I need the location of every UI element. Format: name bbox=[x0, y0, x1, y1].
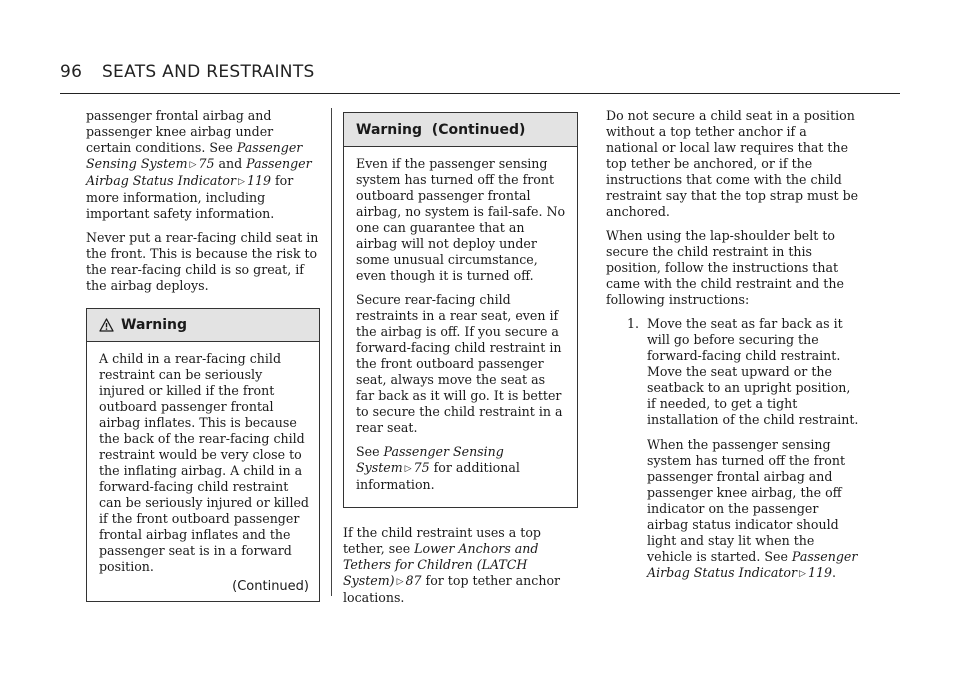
page-reference-arrow-icon: ▷ bbox=[189, 160, 197, 170]
warning-text: Even if the passenger sensing system has turned off the front outboard passenger frontal airbag, no system is fail-safe. No one can guarantee that an airbag will not deploy under some unusual circumstance, even though it is turned off. bbox=[356, 156, 566, 283]
warning-header bbox=[344, 113, 577, 147]
page-reference-arrow-icon: ▷ bbox=[799, 569, 806, 579]
step-number: 1. bbox=[626, 316, 639, 331]
page-reference-arrow-icon: ▷ bbox=[396, 577, 404, 587]
page-reference-arrow-icon: ▷ bbox=[238, 177, 245, 187]
paragraph: When using the lap-shoulder belt to secure the child restraint in this position, follow the instructions that came with the child restraint and the following instructions: bbox=[606, 228, 844, 307]
paragraph: If the child restraint uses a top tether, see Lower Anchors and Tethers for Children (LATCH System) ▷ 87 for top tether anchor locations. bbox=[343, 525, 561, 605]
warning-title: Warning bbox=[121, 317, 188, 333]
column-1 bbox=[86, 108, 320, 602]
warning-triangle-icon bbox=[99, 318, 114, 332]
page-reference[interactable]: 75 bbox=[198, 156, 215, 171]
page-reference[interactable]: 119 bbox=[246, 173, 271, 188]
step-text: Move the seat as far back as it will go before securing the forward-facing child restraint. Move the seat upward or the seatback to an upright position, if needed, to get a tight installation of the child restraint. When the passenger sensing system has turned off the front passenger frontal airbag and passenger knee airbag, the off indicator on the passenger airbag status indicator should light and stay lit when the vehicle is started. See Passenger Airbag Status Indicator ▷ 119. bbox=[647, 316, 859, 580]
page-number: 96 bbox=[60, 62, 83, 82]
warning-header bbox=[87, 309, 319, 342]
page-header bbox=[60, 62, 315, 82]
warning-body bbox=[87, 342, 319, 601]
paragraph: passenger frontal airbag and passenger knee airbag under certain conditions. See Passenger Sensing System ▷ 75 and Passenger Airbag Status Indicator ▷ 119 for more information, including important safety information. bbox=[86, 108, 312, 221]
warning-box-continued bbox=[343, 112, 578, 508]
continued-label: (Continued) bbox=[232, 579, 309, 594]
list-item bbox=[606, 316, 860, 591]
cross-reference-link[interactable]: Passenger Airbag Status Indicator bbox=[647, 549, 858, 580]
cross-reference-link[interactable]: Passenger Sensing System bbox=[356, 444, 504, 475]
page-reference[interactable]: 87 bbox=[405, 573, 422, 588]
cross-reference-link[interactable]: Lower Anchors and Tethers for Children (LATCH System) bbox=[343, 541, 539, 588]
column-3 bbox=[606, 108, 860, 591]
instruction-list bbox=[606, 316, 860, 591]
paragraph: Never put a rear-facing child seat in the front. This is because the risk to the rear-facing child is so great, if the airbag deploys. bbox=[86, 230, 319, 293]
column-divider bbox=[331, 108, 332, 596]
warning-box bbox=[86, 308, 320, 602]
warning-title: Warning (Continued) bbox=[356, 121, 526, 138]
header-rule bbox=[60, 93, 900, 94]
warning-body bbox=[344, 147, 577, 507]
page-reference[interactable]: 75 bbox=[413, 460, 430, 475]
page-reference-arrow-icon: ▷ bbox=[404, 464, 412, 474]
section-title: SEATS AND RESTRAINTS bbox=[101, 62, 315, 82]
cross-reference-link[interactable]: Passenger Airbag Status Indicator bbox=[86, 156, 312, 188]
column-2 bbox=[343, 108, 578, 614]
warning-text: See Passenger Sensing System ▷ 75 for additional information. bbox=[356, 444, 520, 492]
cross-reference-link[interactable]: Passenger Sensing System bbox=[86, 140, 303, 171]
page-reference[interactable]: 119 bbox=[807, 565, 832, 580]
paragraph: Do not secure a child seat in a position without a top tether anchor if a national or local law requires that the top tether be anchored, or if the instructions that come with the child restraint say that the top strap must be anchored. bbox=[606, 108, 859, 219]
warning-text: Secure rear-facing child restraints in a rear seat, even if the airbag is off. If you secure a forward-facing child restraint in the front outboard passenger seat, always move the seat as far back as it will go. It is better to secure the child restraint in a rear seat. bbox=[356, 292, 563, 435]
warning-text: A child in a rear-facing child restraint can be seriously injured or killed if the front outboard passenger frontal airbag inflates. This is because the back of the rear-facing child restraint would be very close to the inflating airbag. A child in a forward-facing child restraint can be seriously injured or killed if the front outboard passenger frontal airbag inflates and the passenger seat is in a forward position. bbox=[99, 351, 309, 574]
